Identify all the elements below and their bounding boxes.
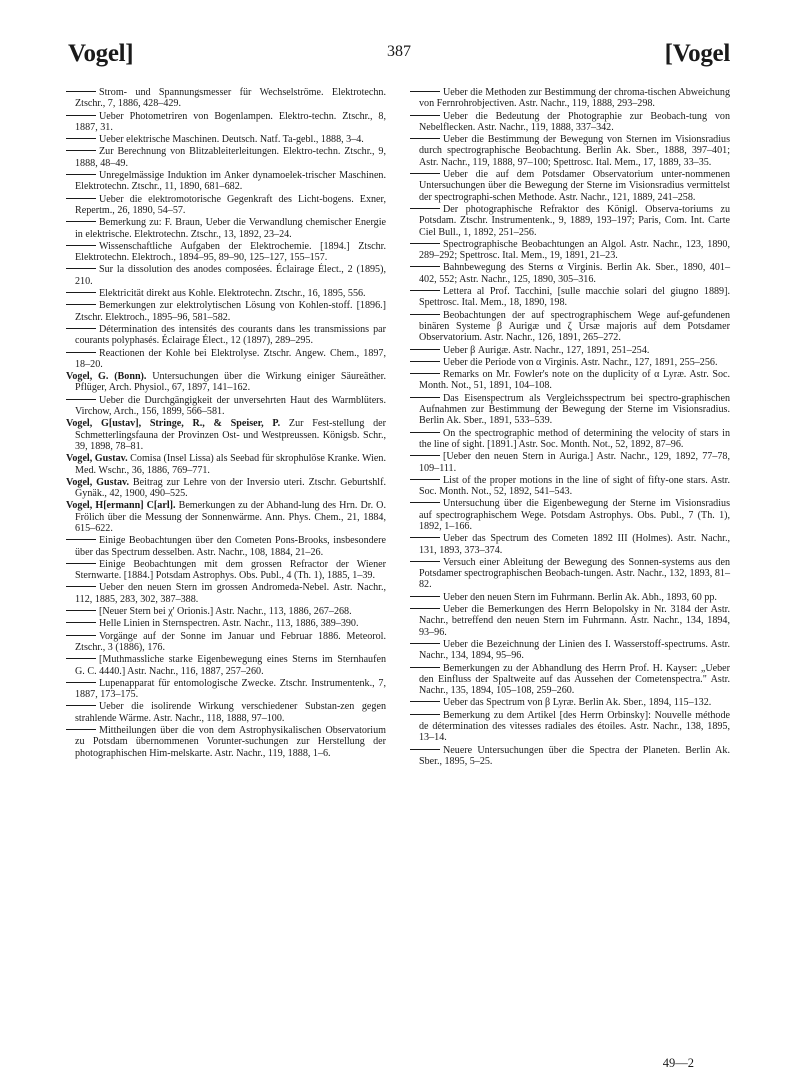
- ditto-dash: [66, 586, 96, 587]
- entry-text: Beitrag zur Lehre von der Inversio uteri. Ztschr. Geburtshlf. Gynäk., 42, 1900, 490–525.: [75, 476, 386, 500]
- entry-text: Unregelmässige Induktion im Anker dynamoelek-trischer Maschinen. Elektrotechn. Ztschr., 11, 1890, 681–682.: [75, 170, 386, 193]
- entry-text: Ueber β Aurigæ. Astr. Nachr., 127, 1891, 251–254.: [443, 344, 650, 356]
- bibliography-entry: [410, 475, 730, 498]
- ditto-dash: [410, 502, 440, 503]
- bibliography-entry: [410, 357, 730, 368]
- entry-text: Ueber die Durchgängigkeit der unversehrten Haut des Warmblüters. Virchow, Arch., 156, 1899, 566–581.: [75, 394, 386, 418]
- bibliography-entry: [410, 111, 730, 134]
- entry-text: Ueber die Bezeichnung der Linien des I. Wasserstoff-spectrums. Astr. Nachr., 134, 1894, 95–96.: [419, 638, 730, 662]
- entry-text: Lupenapparat für entomologische Zwecke. Ztschr. Instrumentenk., 7, 1887, 173–175.: [75, 677, 386, 701]
- entry-text: Ueber die auf dem Potsdamer Observatorium unter-nommenen Untersuchungen über die Bewegung der Sterne im Visionsradius vermittelst der spectrographi-schen Methode. Astr. Nachr., 121, 1889, 241–258.: [419, 169, 730, 203]
- bibliography-entry: [66, 348, 386, 371]
- entry-text: Mittheilungen über die von dem Astrophysikalischen Observatorium zu Potsdam übernommenen Vorunter-suchungen zur Herstellung der photographischen Him-melskarte. Astr. Nachr., 119, 1888, 1–6.: [75, 725, 386, 759]
- entry-text: Sur la dissolution des anodes composées. Éclairage Élect., 2 (1895), 210.: [75, 264, 386, 287]
- entry-text: Ueber die Bedeutung der Photographie zur Beobach-tung von Nebelflecken. Astr. Nachr., 119, 1888, 337–342.: [419, 110, 730, 133]
- entry-text: Ueber das Spectrum von β Lyræ. Berlin Ak. Sber., 1894, 115–132.: [443, 697, 712, 709]
- ditto-dash: [66, 610, 96, 611]
- entry-text: Ueber die Methoden zur Bestimmung der chroma-tischen Abweichung von Fernrohrobjectiven. Astr. Nachr., 119, 1888, 293–298.: [419, 87, 730, 110]
- ditto-dash: [410, 561, 440, 562]
- entry-text: Untersuchung über die Eigenbewegung der Sterne im Visionsradius auf spectrographischem Wege. Potsdam Astrophys. Obs. Publ., 7 (Th. 1), 1892, 1–166.: [419, 498, 730, 532]
- bibliography-entry: [410, 345, 730, 356]
- ditto-dash: [410, 537, 440, 538]
- ditto-dash: [66, 245, 96, 246]
- entry-text: Bemerkungen zu der Abhandlung des Herrn Prof. H. Kayser: „Ueber den Einfluss der Spaltweite auf das Aussehen der Cometenspectra." Astr. Nachr., 135, 1894, 105–108, 259–260.: [419, 662, 730, 697]
- bibliography-entry: [410, 87, 730, 110]
- bibliography-entry: [410, 134, 730, 168]
- bibliography-entry: [66, 134, 386, 145]
- bibliography-entry: [66, 500, 386, 534]
- bibliography-entry: [66, 582, 386, 605]
- bibliography-entry: [410, 533, 730, 556]
- bibliography-entry: [410, 663, 730, 697]
- bibliography-entry: [410, 710, 730, 744]
- ditto-dash: [410, 138, 440, 139]
- entry-text: Bemerkung zu dem Artikel [des Herrn Orbinsky]: Nouvelle méthode de détermination des vitesses radiales des étoiles. Astr. Nachr., 138, 1895, 13–14.: [419, 709, 730, 744]
- entry-text: Helle Linien in Sternspectren. Astr. Nachr., 113, 1886, 389–390.: [99, 618, 359, 630]
- bibliography-entry: [66, 264, 386, 287]
- entry-text: Das Eisenspectrum als Vergleichsspectrum bei spectro-graphischen Aufnahmen zur Bestimmung der Bewegung der Sterne im Visionsradius. Berlin Ak. Sber., 1891, 533–539.: [419, 392, 730, 427]
- bibliography-entry: [66, 241, 386, 264]
- ditto-dash: [410, 349, 440, 350]
- signature-mark: 49—2: [662, 1056, 694, 1070]
- entry-text: Vorgänge auf der Sonne im Januar und Februar 1886. Meteorol. Ztschr., 3 (1886), 176.: [75, 630, 386, 653]
- ditto-dash: [410, 208, 440, 209]
- ditto-dash: [410, 290, 440, 291]
- bibliography-entry: [66, 194, 386, 217]
- ditto-dash: [410, 667, 440, 668]
- ditto-dash: [410, 243, 440, 244]
- bibliography-entry: [66, 87, 386, 110]
- entry-text: Beobachtungen der auf spectrographischem Wege auf-gefundenen binären Systeme β Aurigæ und ζ Ursæ majoris auf dem Potsdamer Observatorium. Astr. Nachr., 126, 1891, 265–272.: [419, 309, 730, 344]
- entry-text: Lettera al Prof. Tacchini, [sulle macchie solari del giugno 1889]. Spettrosc. Ital. Mem., 18, 1890, 198.: [419, 286, 730, 309]
- ditto-dash: [66, 563, 96, 564]
- bibliography-entry: [410, 393, 730, 427]
- entry-text: Zur Fest-stellung der Schmetterlingsfauna der Provinzen Ost- und Westpreussen. Königsb. Schr., 39, 1898, 78–81.: [75, 418, 386, 452]
- entry-text: Ueber die Bemerkungen des Herrn Belopolsky in Nr. 3184 der Astr. Nachr., betreffend den neuen Stern im Fuhrmann. Astr. Nachr., 134, 1894, 93–96.: [419, 604, 730, 638]
- ditto-dash: [410, 643, 440, 644]
- entry-text: Strom- und Spannungsmesser für Wechselströme. Elektrotechn. Ztschr., 7, 1886, 428–429.: [75, 87, 386, 110]
- bibliography-entry: [66, 631, 386, 654]
- ditto-dash: [66, 682, 96, 683]
- ditto-dash: [66, 150, 96, 151]
- bibliography-entry: [410, 204, 730, 238]
- bibliography-entry: [66, 418, 386, 452]
- bibliography-entry: [66, 324, 386, 347]
- bibliography-entry: [66, 606, 386, 617]
- ditto-dash: [66, 174, 96, 175]
- entry-text: [Ueber den neuen Stern in Auriga.] Astr. Nachr., 129, 1892, 77–78, 109–111.: [419, 451, 730, 474]
- ditto-dash: [66, 539, 96, 540]
- ditto-dash: [410, 701, 440, 702]
- entry-text: [Neuer Stern bei χ' Orionis.] Astr. Nachr., 113, 1886, 267–268.: [99, 606, 352, 618]
- header-right-keyword: [Vogel: [664, 40, 730, 67]
- entry-text: Ueber die Bestimmung der Bewegung von Sternen im Visionsradius durch spectrographische Beobachtung. Berlin Ak. Sber., 1888, 397–401; Astr. Nachr., 119, 1888, 97–100; Spettrosc. Ital. Mem., 17, 1889, 33–35.: [419, 134, 730, 168]
- entry-text: On the spectrographic method of determining the velocity of stars in the line of sight. [1891.] Astr. Soc. Month. Not., 52, 1892, 87–96.: [419, 427, 730, 450]
- bibliography-entry: [410, 745, 730, 768]
- ditto-dash: [410, 596, 440, 597]
- ditto-dash: [410, 749, 440, 750]
- entry-author: Vogel, G[ustav], Stringe, R., & Speiser, P.: [66, 418, 281, 430]
- left-column: [66, 87, 386, 760]
- ditto-dash: [66, 91, 96, 92]
- entry-text: Einige Beobachtungen über den Cometen Pons-Brooks, insbesondere über das Spectrum desselben. Astr. Nachr., 108, 1884, 21–26.: [75, 535, 386, 558]
- ditto-dash: [66, 729, 96, 730]
- bibliography-entry: [66, 395, 386, 418]
- bibliography-entry: [66, 146, 386, 169]
- bibliography-entry: [66, 678, 386, 701]
- ditto-dash: [410, 373, 440, 374]
- bibliography-entry: [66, 559, 386, 582]
- bibliography-entry: [410, 169, 730, 203]
- entry-text: Ueber die Periode von α Virginis. Astr. Nachr., 127, 1891, 255–256.: [443, 356, 718, 368]
- ditto-dash: [66, 198, 96, 199]
- ditto-dash: [66, 328, 96, 329]
- bibliography-entry: [410, 369, 730, 392]
- bibliography-entry: [66, 111, 386, 134]
- ditto-dash: [66, 705, 96, 706]
- entry-text: Ueber den neuen Stern im Fuhrmann. Berlin Ak. Abh., 1893, 60 pp.: [443, 591, 717, 603]
- entry-author: Vogel, Gustav.: [66, 453, 128, 465]
- bibliography-entry: [410, 428, 730, 451]
- entry-text: Ueber elektrische Maschinen. Deutsch. Natf. Ta-gebl., 1888, 3–4.: [99, 134, 364, 146]
- bibliography-entry: [410, 498, 730, 532]
- entry-text: Bemerkungen zu der Abhand-lung des Hrn. Dr. O. Frölich über die Messung der Sonnenwärme. Ann. Phys. Chem., 21, 1884, 615–622.: [75, 500, 386, 534]
- ditto-dash: [410, 432, 440, 433]
- ditto-dash: [66, 268, 96, 269]
- ditto-dash: [66, 115, 96, 116]
- ditto-dash: [410, 266, 440, 267]
- ditto-dash: [410, 397, 440, 398]
- bibliography-entry: [410, 286, 730, 309]
- bibliography-entry: [66, 535, 386, 558]
- entry-text: Ueber die elektromotorische Gegenkraft des Licht-bogens. Exner, Repertm., 26, 1890, 54–57.: [75, 193, 386, 216]
- entry-text: Elektricität direkt aus Kohle. Elektrotechn. Ztschr., 16, 1895, 556.: [99, 288, 366, 300]
- ditto-dash: [66, 399, 96, 400]
- ditto-dash: [410, 115, 440, 116]
- header-left-keyword: Vogel]: [68, 40, 134, 67]
- entry-text: Neuere Untersuchungen über die Spectra der Planeten. Berlin Ak. Sber., 1895, 5–25.: [419, 744, 730, 767]
- bibliography-entry: [66, 288, 386, 299]
- ditto-dash: [66, 622, 96, 623]
- ditto-dash: [66, 304, 96, 305]
- ditto-dash: [410, 479, 440, 480]
- ditto-dash: [410, 455, 440, 456]
- entry-text: Zur Berechnung von Blitzableiterleitungen. Elektro-techn. Ztschr., 9, 1888, 48–49.: [75, 146, 386, 169]
- ditto-dash: [66, 221, 96, 222]
- entry-text: Ueber den neuen Stern im grossen Andromeda-Nebel. Astr. Nachr., 112, 1885, 283, 302, 387–388.: [75, 582, 386, 605]
- bibliography-entry: [410, 262, 730, 285]
- bibliography-entry: [66, 701, 386, 724]
- entry-text: Ueber das Spectrum des Cometen 1892 III (Holmes). Astr. Nachr., 131, 1893, 373–374.: [419, 533, 730, 556]
- ditto-dash: [410, 608, 440, 609]
- bibliography-entry: [410, 604, 730, 638]
- bibliography-entry: [66, 725, 386, 759]
- entry-text: Bemerkungen zur elektrolytischen Lösung von Kohlen-stoff. [1896.] Ztschr. Elektroch., 1895–96, 581–582.: [75, 300, 386, 323]
- entry-text: Wissenschaftliche Aufgaben der Elektrochemie. [1894.] Ztschr. Elektrotechn. Elektroch., 1894–95, 89–90, 125–127, 155–157.: [75, 240, 386, 264]
- entry-text: Reactionen der Kohle bei Elektrolyse. Ztschr. Angew. Chem., 1897, 18–20.: [75, 347, 386, 370]
- page-number: 387: [387, 43, 411, 60]
- bibliography-entry: [410, 697, 730, 708]
- entry-text: List of the proper motions in the line of sight of fifty-one stars. Astr. Soc. Month. Not., 52, 1892, 541–543.: [419, 474, 730, 498]
- entry-text: Détermination des intensités des courants dans les transmissions par courants polyphasés. Éclairage Élect., 12 (1897), 289–295.: [75, 323, 386, 347]
- bibliography-entry: [66, 618, 386, 629]
- ditto-dash: [66, 635, 96, 636]
- entry-text: [Muthmassliche starke Eigenbewegung eines Sterns im Sternhaufen G. C. 4440.] Astr. Nachr., 116, 1887, 257–260.: [75, 654, 386, 677]
- ditto-dash: [410, 173, 440, 174]
- bibliography-entry: [66, 654, 386, 677]
- entry-text: Untersuchungen über die Wirkung einiger Säureäther. Pflüger, Arch. Physiol., 67, 1897, 141–162.: [75, 371, 386, 394]
- entry-text: Comisa (Insel Lissa) als Seebad für skrophulöse Kranke. Wien. Med. Wschr., 36, 1886, 769–771.: [75, 453, 386, 476]
- right-column: [410, 87, 730, 768]
- entry-text: Spectrographische Beobachtungen an Algol. Astr. Nachr., 123, 1890, 289–292; Spettrosc. Ital. Mem., 19, 1891, 21–23.: [419, 238, 730, 262]
- entry-text: Versuch einer Ableitung der Bewegung des Sonnen-systems aus den Potsdamer spectrographischen Beobach-tungen. Astr. Nachr., 132, 1893, 81–82.: [419, 556, 730, 591]
- bibliography-entry: [66, 217, 386, 240]
- entry-author: Vogel, H[ermann] C[arl].: [66, 500, 176, 512]
- entry-author: Vogel, G. (Bonn).: [66, 371, 147, 383]
- running-header: [68, 40, 730, 76]
- entry-text: Einige Beobachtungen mit dem grossen Refractor der Wiener Sternwarte. [1884.] Potsdam Astrophys. Obs. Publ., 4 (Th. 1), 1885, 1–39.: [75, 558, 386, 582]
- entry-text: Bahnbewegung des Sterns α Virginis. Berlin Ak. Sber., 1890, 401–402, 552; Astr. Nachr., 125, 1890, 305–316.: [419, 262, 730, 285]
- bibliography-entry: [66, 453, 386, 476]
- bibliography-entry: [410, 310, 730, 344]
- bibliography-entry: [410, 451, 730, 474]
- bibliography-entry: [66, 371, 386, 394]
- bibliography-entry: [410, 557, 730, 591]
- bibliography-entry: [410, 592, 730, 603]
- ditto-dash: [410, 314, 440, 315]
- ditto-dash: [410, 91, 440, 92]
- entry-text: Der photographische Refraktor des Königl. Observa-toriums zu Potsdam. Ztschr. Instrumentenk., 9, 1889, 193–197; Paris, Com. Int. Carte Ciel Bull., 1, 1892, 251–256.: [419, 203, 730, 238]
- ditto-dash: [66, 352, 96, 353]
- bibliography-entry: [410, 639, 730, 662]
- entry-author: Vogel, Gustav.: [66, 476, 129, 488]
- ditto-dash: [66, 658, 96, 659]
- entry-text: Bemerkung zu: F. Braun, Ueber die Verwandlung chemischer Energie in elektrische. Elektrotechn. Ztschr., 13, 1892, 23–24.: [75, 217, 386, 240]
- ditto-dash: [410, 714, 440, 715]
- bibliography-entry: [66, 477, 386, 500]
- bibliography-entry: [410, 239, 730, 262]
- entry-text: Ueber die isolirende Wirkung verschiedener Substan-zen gegen strahlende Wärme. Astr. Nachr., 118, 1888, 97–100.: [75, 701, 386, 724]
- entry-text: Remarks on Mr. Fowler's note on the duplicity of α Lyræ. Astr. Soc. Month. Not., 51, 1891, 104–108.: [419, 369, 730, 392]
- ditto-dash: [410, 361, 440, 362]
- ditto-dash: [66, 138, 96, 139]
- bibliography-entry: [66, 300, 386, 323]
- bibliography-entry: [66, 170, 386, 193]
- entry-text: Ueber Photometriren von Bogenlampen. Elektro-techn. Ztschr., 8, 1887, 31.: [75, 110, 386, 133]
- ditto-dash: [66, 292, 96, 293]
